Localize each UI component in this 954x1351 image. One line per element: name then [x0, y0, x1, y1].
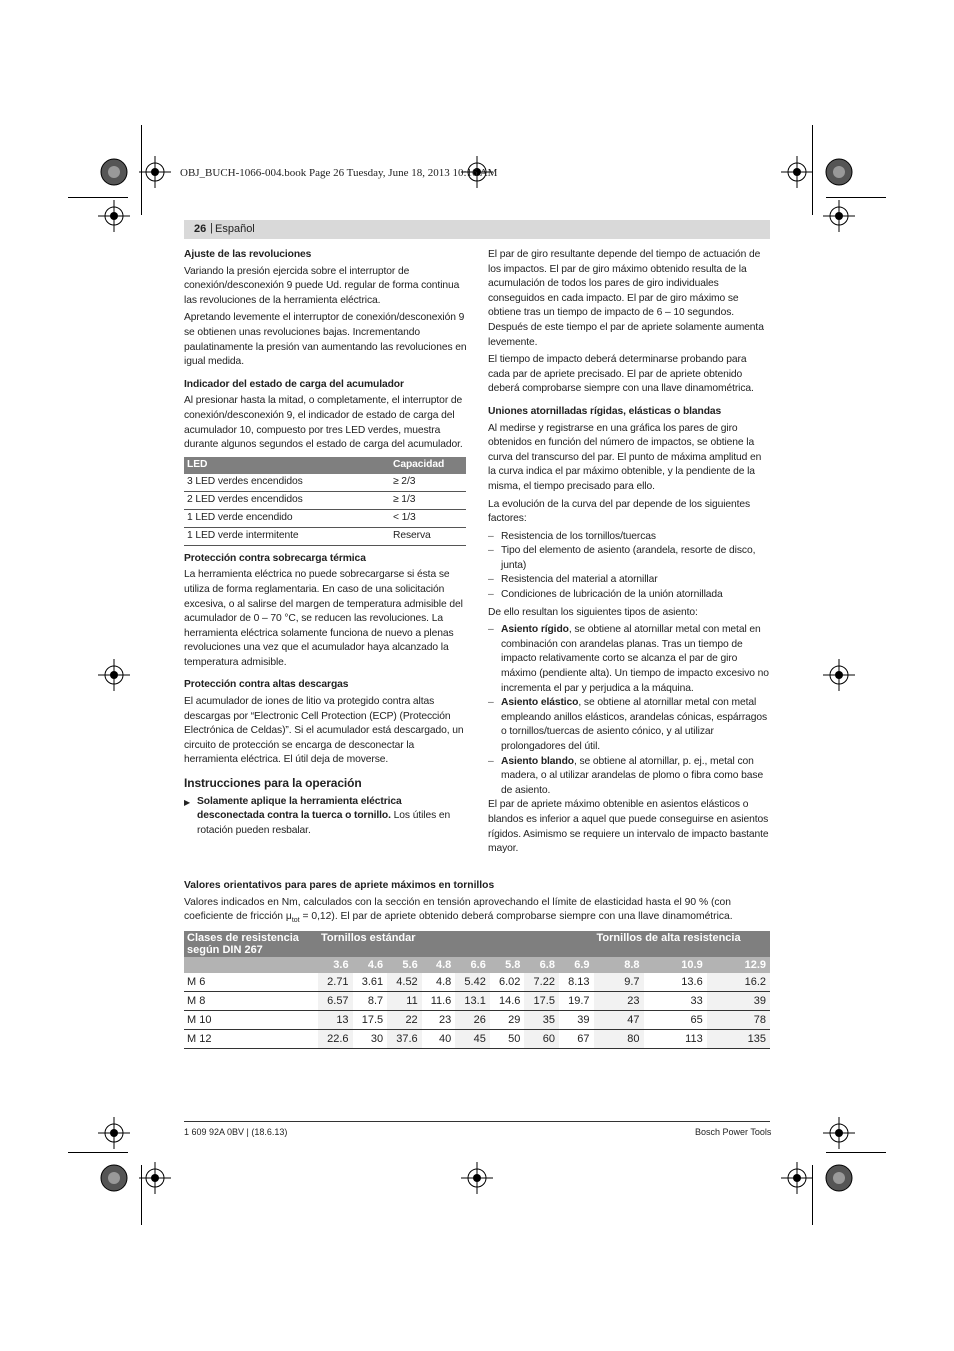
table-cell: 8.7 [353, 992, 388, 1011]
table-cell: 23 [422, 1011, 456, 1030]
table-cell: 80 [594, 1030, 644, 1049]
table-header: LED [184, 457, 390, 474]
class-header: 10.9 [644, 957, 707, 973]
section-title: Ajuste de las revoluciones [184, 249, 312, 260]
paragraph: El tiempo de impacto deberá determinarse probando para cada par de apriete precisado. El par de apriete obtenido deberá comprobarse siempre con una llave dinamométrica. [488, 354, 754, 395]
book-info-line: OBJ_BUCH-1066-004.book Page 26 Tuesday, June 18, 2013 10:16 AM [180, 167, 498, 179]
table-cell: 13 [318, 1011, 353, 1030]
paragraph: La herramienta eléctrica no puede sobrecargarse si ésta se utiliza de forma reglamentaria. En caso de una solicitación excesiva, o al salirse del margen de temperatura admisible del acumulador de 0 – 70 °C, se reducen las revoluciones. La herramienta eléctrica solamente funciona de nuevo a plenas revoluciones una vez que el acumulador haya alcanzado la temperatura admisible. [184, 569, 463, 668]
paragraph: Variando la presión ejercida sobre el interruptor de conexión/desconexión 9 puede Ud. regular de forma continua las revoluciones de la herramienta eléctrica. [184, 265, 460, 306]
table-cell: 30 [353, 1030, 388, 1049]
table-cell: 17.5 [524, 992, 559, 1011]
table-row [184, 992, 770, 1011]
list-item [488, 755, 771, 799]
row-label: M 12 [184, 1030, 318, 1049]
table-cell: 16.2 [707, 973, 770, 992]
table-cell: 23 [594, 992, 644, 1011]
list-item-text: , se obtiene al atornillar metal con metal empleando anillos elásticos, arandelas cónicas, espárragos o tornillos/tuercas de asiento cónico, y al utilizar prolongadores del útil. [501, 697, 768, 752]
desc-text: Valores indicados en Nm, calculados con la sección en tensión aprovechando el límite de elasticidad hasta el 90 % (con coeficiente de fricción μ [184, 896, 732, 923]
instruction-text: Los útiles en rotación pueden resbalar. [197, 810, 451, 836]
class-header: 5.8 [490, 957, 525, 973]
class-header: 5.6 [387, 957, 422, 973]
section-title: Protección contra altas descargas [184, 679, 349, 691]
table-row [184, 509, 466, 527]
paragraph: Apretando levemente el interruptor de conexión/desconexión 9 se obtienen unas revoluciones bajas. Incrementando paulatinamente la presión van aumentando las revoluciones en igual medida. [184, 312, 467, 368]
table-row [184, 1011, 770, 1030]
table-cell: 39 [707, 992, 770, 1011]
table-cell: 13.6 [644, 973, 707, 992]
paragraph: El acumulador de iones de litio va protegido contra altas descargas por “Electronic Cell Protection (ECP) (Protección Electrónica de Celdas)”. Si el acumulador está descargado, un circuito de protección se encarga de desconectar la herramienta eléctrica. El útil deja de moverse. [184, 696, 464, 766]
table-cell: 2 LED verdes encendidos [184, 491, 390, 509]
table-row [184, 527, 466, 545]
list-item [488, 696, 771, 754]
table-header: Clases de resistencia según DIN 267 [184, 931, 318, 957]
paragraph: La evolución de la curva del par depende de los siguientes factores: [488, 498, 751, 525]
class-header: 8.8 [594, 957, 644, 973]
table-cell: 1 LED verde intermitente [184, 527, 390, 545]
table-cell: 8.13 [559, 973, 594, 992]
list-item-text: , se obtiene al atornillar, p. ej., metal con madera, o al utilizar arandelas de plomo o fibra como base de asiento. [501, 755, 764, 796]
footer-left: 1 609 92A 0BV | (18.6.13) [184, 1127, 288, 1137]
table-cell: 39 [559, 1011, 594, 1030]
table-cell: 22 [387, 1011, 422, 1030]
table-row [184, 973, 770, 992]
row-label: M 8 [184, 992, 318, 1011]
instruction-item [184, 795, 467, 839]
table-header: Capacidad [390, 457, 466, 474]
class-header: 12.9 [707, 957, 770, 973]
footer-right: Bosch Power Tools [695, 1127, 772, 1137]
table-row [184, 491, 466, 509]
table-cell: 7.22 [524, 973, 559, 992]
table-cell: 5.42 [455, 973, 490, 992]
table-cell: 6.57 [318, 992, 353, 1011]
class-header: 4.8 [422, 957, 456, 973]
desc-subscript: tot [291, 917, 300, 925]
left-column [184, 248, 467, 838]
section-title: Indicador del estado de carga del acumulador [184, 378, 404, 390]
table-header: Tornillos de alta resistencia [594, 931, 770, 957]
section-title: Protección contra sobrecarga térmica [184, 552, 366, 564]
table-cell: ≥ 1/3 [390, 491, 466, 509]
page-number: 26 [194, 223, 207, 235]
list-item: – Tipo del elemento de asiento (arandela, resorte de disco, junta) [488, 544, 771, 573]
paragraph: De ello resultan los siguientes tipos de asiento: [488, 606, 698, 618]
class-header: 6.8 [524, 957, 559, 973]
instruction-bold: Solamente aplique la herramienta eléctrica desconectada contra la tuerca o tornillo. [197, 795, 402, 822]
paragraph: El par de apriete máximo obtenible en asientos elásticos o blandos es inferior a aquel que puede conseguirse en asientos rígidos. Asimismo se requiere un intervalo de impacto bastante mayor. [488, 799, 769, 855]
table-cell: 35 [524, 1011, 559, 1030]
table-cell: 65 [644, 1011, 707, 1030]
class-header: 6.9 [559, 957, 594, 973]
table-cell: 47 [594, 1011, 644, 1030]
paragraph: Al presionar hasta la mitad, o completamente, el interruptor de conexión/desconexión 9, el indicador de estado de carga del acumulador 10, compuesto por tres LED verdes, muestra durante algunos segundos el estado de carga del acumulador. [184, 395, 463, 451]
page-header [184, 220, 770, 239]
section-heading: Instrucciones para la operación [184, 776, 362, 791]
list-item [488, 623, 771, 696]
section-title: Valores orientativos para pares de apriete máximos en tornillos [184, 880, 495, 891]
table-header [184, 957, 318, 973]
paragraph: El par de giro resultante depende del tiempo de actuación de los impactos. El par de giro máximo obtenido resulta de la acumulación de todos los pares de giro individuales conseguidos en cada impacto. El par de giro máximo se obtiene tras un tiempo de impacto de 6 – 10 segundos. Después de este tiempo el par de apriete solamente aumenta levemente. [488, 249, 764, 348]
led-table [184, 457, 466, 546]
values-description [184, 896, 770, 929]
row-label: M 6 [184, 973, 318, 992]
table-cell: 19.7 [559, 992, 594, 1011]
table-cell: 4.8 [422, 973, 456, 992]
values-section [184, 879, 770, 929]
table-cell: 14.6 [490, 992, 525, 1011]
row-label: M 10 [184, 1011, 318, 1030]
section-title: Uniones atornilladas rígidas, elásticas o blandas [488, 405, 722, 417]
list-item-text: , se obtiene al atornillar metal con metal en combinación con arandelas planas. Tras un tiempo de impacto relativamente corto se alcanza el par de giro máximo (pendiente alta). Un tiempo de impacto excesivo no incrementa el par y perjudica a la máquina. [501, 624, 769, 694]
table-cell: 26 [455, 1011, 490, 1030]
desc-text: = 0,12). El par de apriete obtenido deberá comprobarse siempre con una llave dinamométrica. [299, 911, 733, 923]
table-cell: 2.71 [318, 973, 353, 992]
table-cell: 22.6 [318, 1030, 353, 1049]
table-cell: 50 [490, 1030, 525, 1049]
table-cell: 37.6 [387, 1030, 422, 1049]
table-cell: 29 [490, 1011, 525, 1030]
table-cell: 113 [644, 1030, 707, 1049]
right-column [488, 248, 771, 860]
list-item: – Condiciones de lubricación de la unión atornillada [488, 588, 771, 603]
class-header: 3.6 [318, 957, 353, 973]
table-cell: 17.5 [353, 1011, 388, 1030]
footer-rule [184, 1121, 770, 1122]
table-cell: 13.1 [455, 992, 490, 1011]
table-header: Tornillos estándar [318, 931, 594, 957]
paragraph: Al medirse y registrarse en una gráfica los pares de giro obtenidos en función del número de impactos, se obtiene la curva del transcurso del par. El punto de máxima amplitud en la curva indica el par máximo obtenible, y la pendiente de la misma, el tiempo precisado para ello. [488, 422, 762, 492]
table-cell: 3.61 [353, 973, 388, 992]
table-cell: 60 [524, 1030, 559, 1049]
torque-table [184, 931, 770, 1049]
table-cell: 45 [455, 1030, 490, 1049]
table-cell: Reserva [390, 527, 466, 545]
list-item-bold: Asiento elástico [501, 697, 579, 709]
header-separator: | [210, 222, 213, 234]
table-cell: ≥ 2/3 [390, 474, 466, 492]
table-cell: 135 [707, 1030, 770, 1049]
header-language: Español [215, 223, 255, 235]
class-header: 4.6 [353, 957, 388, 973]
table-cell: 67 [559, 1030, 594, 1049]
table-row [184, 474, 466, 492]
table-cell: 33 [644, 992, 707, 1011]
table-cell: 3 LED verdes encendidos [184, 474, 390, 492]
table-cell: 11 [387, 992, 422, 1011]
table-cell: 78 [707, 1011, 770, 1030]
class-header: 6.6 [455, 957, 490, 973]
table-cell: 1 LED verde encendido [184, 509, 390, 527]
list-item: – Resistencia de los tornillos/tuercas [488, 530, 771, 545]
table-cell: 9.7 [594, 973, 644, 992]
table-cell: < 1/3 [390, 509, 466, 527]
list-item: – Resistencia del material a atornillar [488, 573, 771, 588]
table-cell: 4.52 [387, 973, 422, 992]
table-cell: 6.02 [490, 973, 525, 992]
table-cell: 11.6 [422, 992, 456, 1011]
class-header-row [184, 957, 770, 973]
list-item-bold: Asiento blando [501, 755, 574, 767]
table-cell: 40 [422, 1030, 456, 1049]
list-item-bold: Asiento rígido [501, 624, 569, 636]
table-row [184, 1030, 770, 1049]
